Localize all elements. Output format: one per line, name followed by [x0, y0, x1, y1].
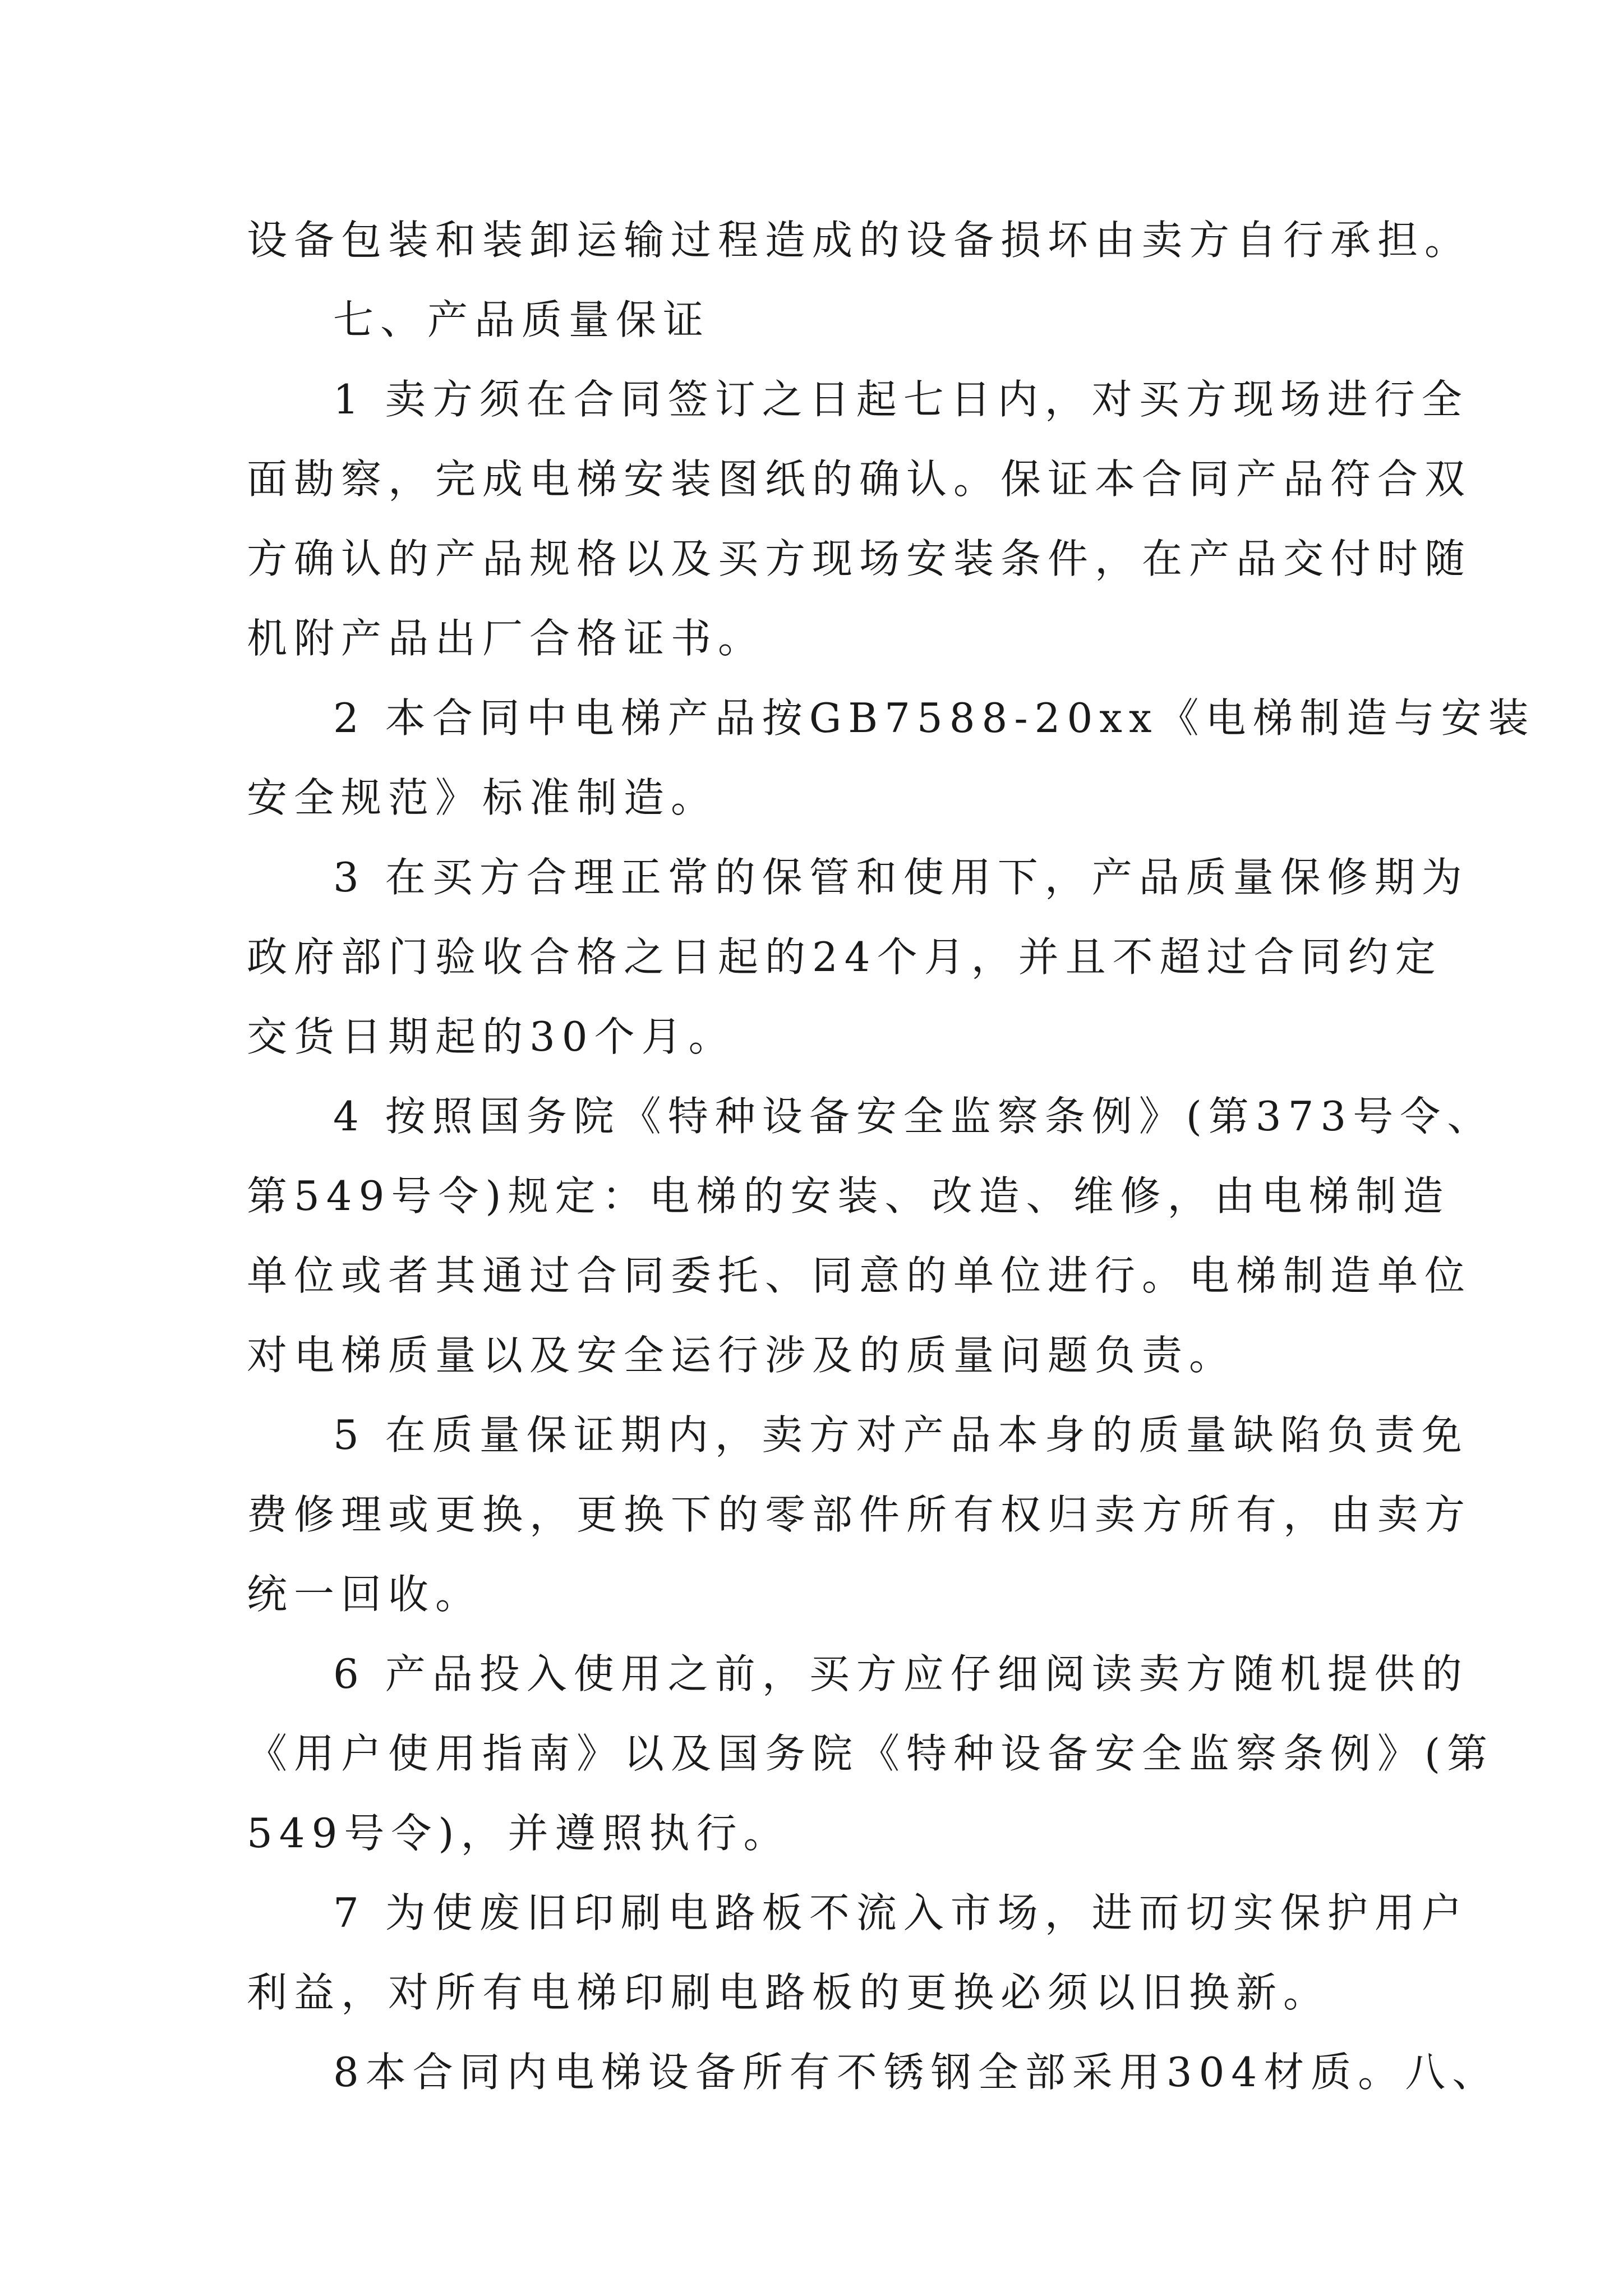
text-line: 1 卖方须在合同签订之日起七日内，对买方现场进行全 — [333, 376, 1469, 423]
text-line: 单位或者其通过合同委托、同意的单位进行。电梯制造单位 — [247, 1252, 1472, 1299]
text-line: 《用户使用指南》以及国务院《特种设备安全监察条例》(第 — [247, 1730, 1495, 1777]
text-line: 5 在质量保证期内，卖方对产品本身的质量缺陷负责免 — [333, 1411, 1469, 1458]
text-line: 机附产品出厂合格证书。 — [247, 615, 766, 662]
text-line: 8本合同内电梯设备所有不锈钢全部采用304材质。八、 — [333, 2049, 1500, 2096]
text-line: 统一回收。 — [247, 1571, 483, 1618]
text-line: 2 本合同中电梯产品按GB7588-20xx《电梯制造与安装 — [333, 694, 1536, 742]
text-line: 6 产品投入使用之前，买方应仔细阅读卖方随机提供的 — [333, 1650, 1469, 1697]
text-line: 7 为使废旧印刷电路板不流入市场，进而切实保护用户 — [333, 1889, 1469, 1936]
text-line: 方确认的产品规格以及买方现场安装条件，在产品交付时随 — [247, 535, 1472, 582]
text-line: 面勘察，完成电梯安装图纸的确认。保证本合同产品符合双 — [247, 455, 1472, 503]
text-line: 3 在买方合理正常的保管和使用下，产品质量保修期为 — [333, 854, 1469, 901]
text-line: 4 按照国务院《特种设备安全监察条例》(第373号令、 — [333, 1093, 1495, 1140]
text-line: 政府部门验收合格之日起的24个月，并且不超过合同约定 — [247, 933, 1442, 981]
text-line: 对电梯质量以及安全运行涉及的质量问题负责。 — [247, 1332, 1237, 1379]
text-line: 利益，对所有电梯印刷电路板的更换必须以旧换新。 — [247, 1969, 1331, 2016]
section-heading: 七、产品质量保证 — [333, 296, 711, 343]
text-line: 安全规范》标准制造。 — [247, 774, 718, 821]
text-line: 第549号令)规定：电梯的安装、改造、维修，由电梯制造 — [247, 1172, 1450, 1220]
text-line: 费修理或更换，更换下的零部件所有权归卖方所有，由卖方 — [247, 1491, 1472, 1538]
text-line: 设备包装和装卸运输过程造成的设备损坏由卖方自行承担。 — [247, 217, 1472, 264]
text-line: 交货日期起的30个月。 — [247, 1013, 736, 1060]
text-line: 549号令)，并遵照执行。 — [247, 1810, 791, 1857]
